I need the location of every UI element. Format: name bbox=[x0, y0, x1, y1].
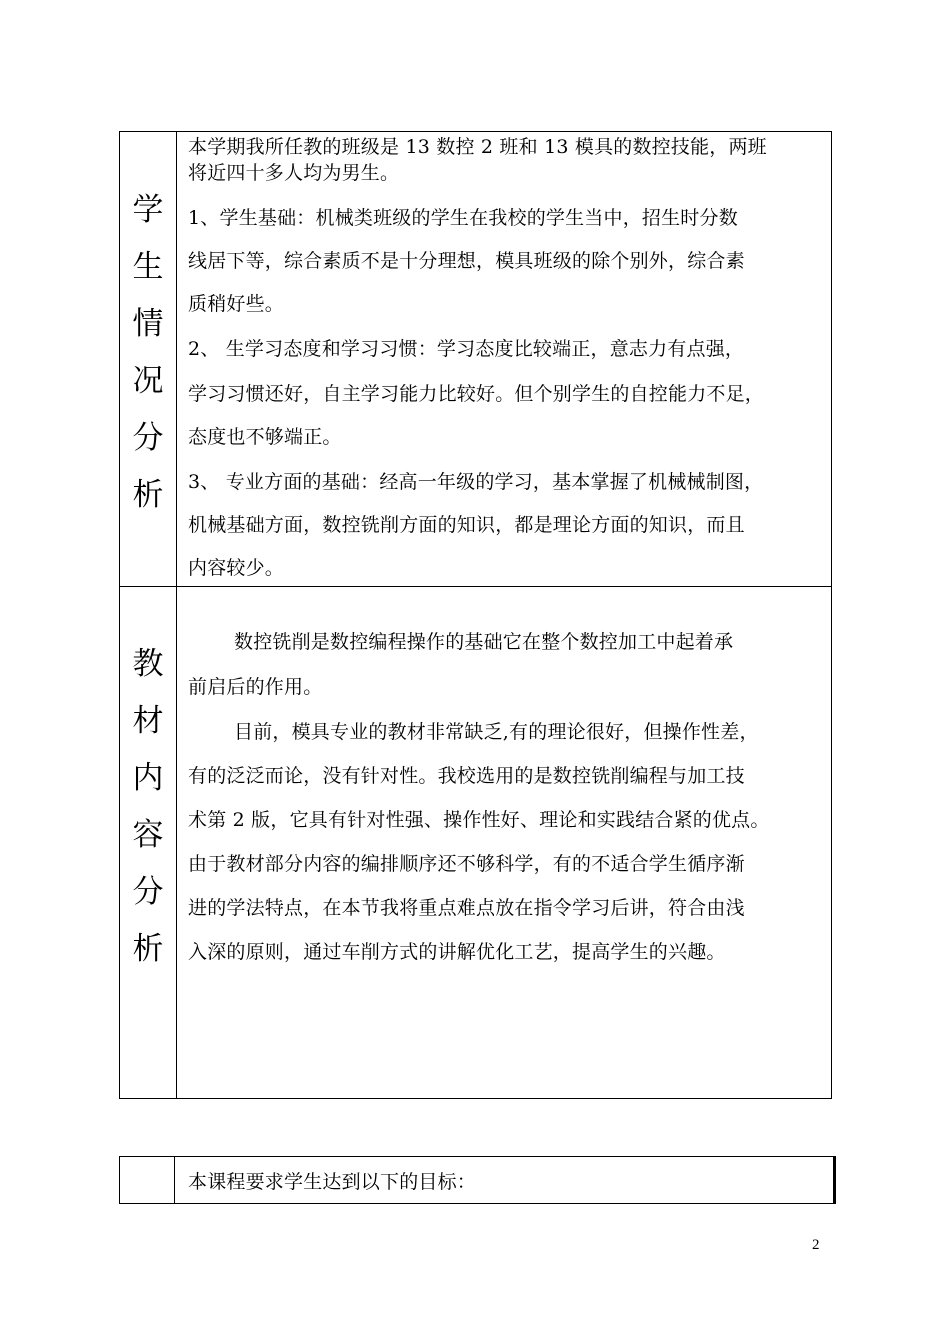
content-line: 机械基础方面，数控铣削方面的知识，都是理论方面的知识，而且 bbox=[188, 514, 745, 536]
label-char: 生 bbox=[132, 249, 164, 285]
content-line: 3、 专业方面的基础：经高一年级的学习，基本掌握了机械械制图， bbox=[188, 471, 764, 493]
label-char: 内 bbox=[132, 760, 164, 796]
label-char: 容 bbox=[132, 817, 164, 853]
content-line: 目前，模具专业的教材非常缺乏,有的理论很好，但操作性差， bbox=[234, 721, 759, 743]
label-char: 分 bbox=[132, 874, 164, 910]
objectives-table-column-divider bbox=[174, 1156, 175, 1204]
content-line: 有的泛泛而论，没有针对性。我校选用的是数控铣削编程与加工技 bbox=[188, 765, 745, 787]
label-char: 析 bbox=[132, 931, 164, 967]
label-char: 学 bbox=[132, 192, 164, 228]
content-line: 本课程要求学生达到以下的目标： bbox=[188, 1171, 477, 1193]
content-line: 术第 2 版，它具有针对性强、操作性好、理论和实践结合紧的优点。 bbox=[188, 809, 770, 831]
content-line: 本学期我所任教的班级是 13 数控 2 班和 13 模具的数控技能，两班 bbox=[188, 136, 767, 158]
label-char: 教 bbox=[132, 646, 164, 682]
content-line: 2、 生学习态度和学习习惯：学习态度比较端正，意志力有点强， bbox=[188, 338, 745, 360]
content-line: 将近四十多人均为男生。 bbox=[188, 162, 400, 184]
textbook-analysis-label bbox=[118, 636, 178, 978]
content-line: 内容较少。 bbox=[188, 557, 285, 579]
label-char: 分 bbox=[132, 420, 164, 456]
student-analysis-label bbox=[118, 182, 178, 524]
objectives-intro bbox=[188, 1167, 476, 1194]
label-char: 材 bbox=[132, 703, 164, 739]
page-number: 2 bbox=[812, 1237, 820, 1253]
content-line: 1、学生基础：机械类班级的学生在我校的学生当中，招生时分数 bbox=[188, 207, 738, 229]
content-line: 入深的原则，通过车削方式的讲解优化工艺，提高学生的兴趣。 bbox=[188, 941, 726, 963]
content-line: 线居下等，综合素质不是十分理想，模具班级的除个别外，综合素 bbox=[188, 250, 745, 272]
label-char: 析 bbox=[132, 477, 164, 513]
content-line: 态度也不够端正。 bbox=[188, 426, 342, 448]
content-line: 前启后的作用。 bbox=[188, 676, 323, 698]
content-line: 由于教材部分内容的编排顺序还不够科学，有的不适合学生循序渐 bbox=[188, 853, 745, 875]
label-char: 情 bbox=[132, 306, 164, 342]
content-line: 进的学法特点，在本节我将重点难点放在指令学习后讲，符合由浅 bbox=[188, 897, 745, 919]
content-line: 学习习惯还好，自主学习能力比较好。但个别学生的自控能力不足， bbox=[188, 383, 765, 405]
content-line: 质稍好些。 bbox=[188, 293, 285, 315]
objectives-table-right-edge bbox=[833, 1156, 835, 1204]
content-line: 数控铣削是数控编程操作的基础它在整个数控加工中起着承 bbox=[234, 631, 734, 653]
label-char: 况 bbox=[132, 363, 164, 399]
analysis-table-row-divider bbox=[119, 586, 832, 587]
